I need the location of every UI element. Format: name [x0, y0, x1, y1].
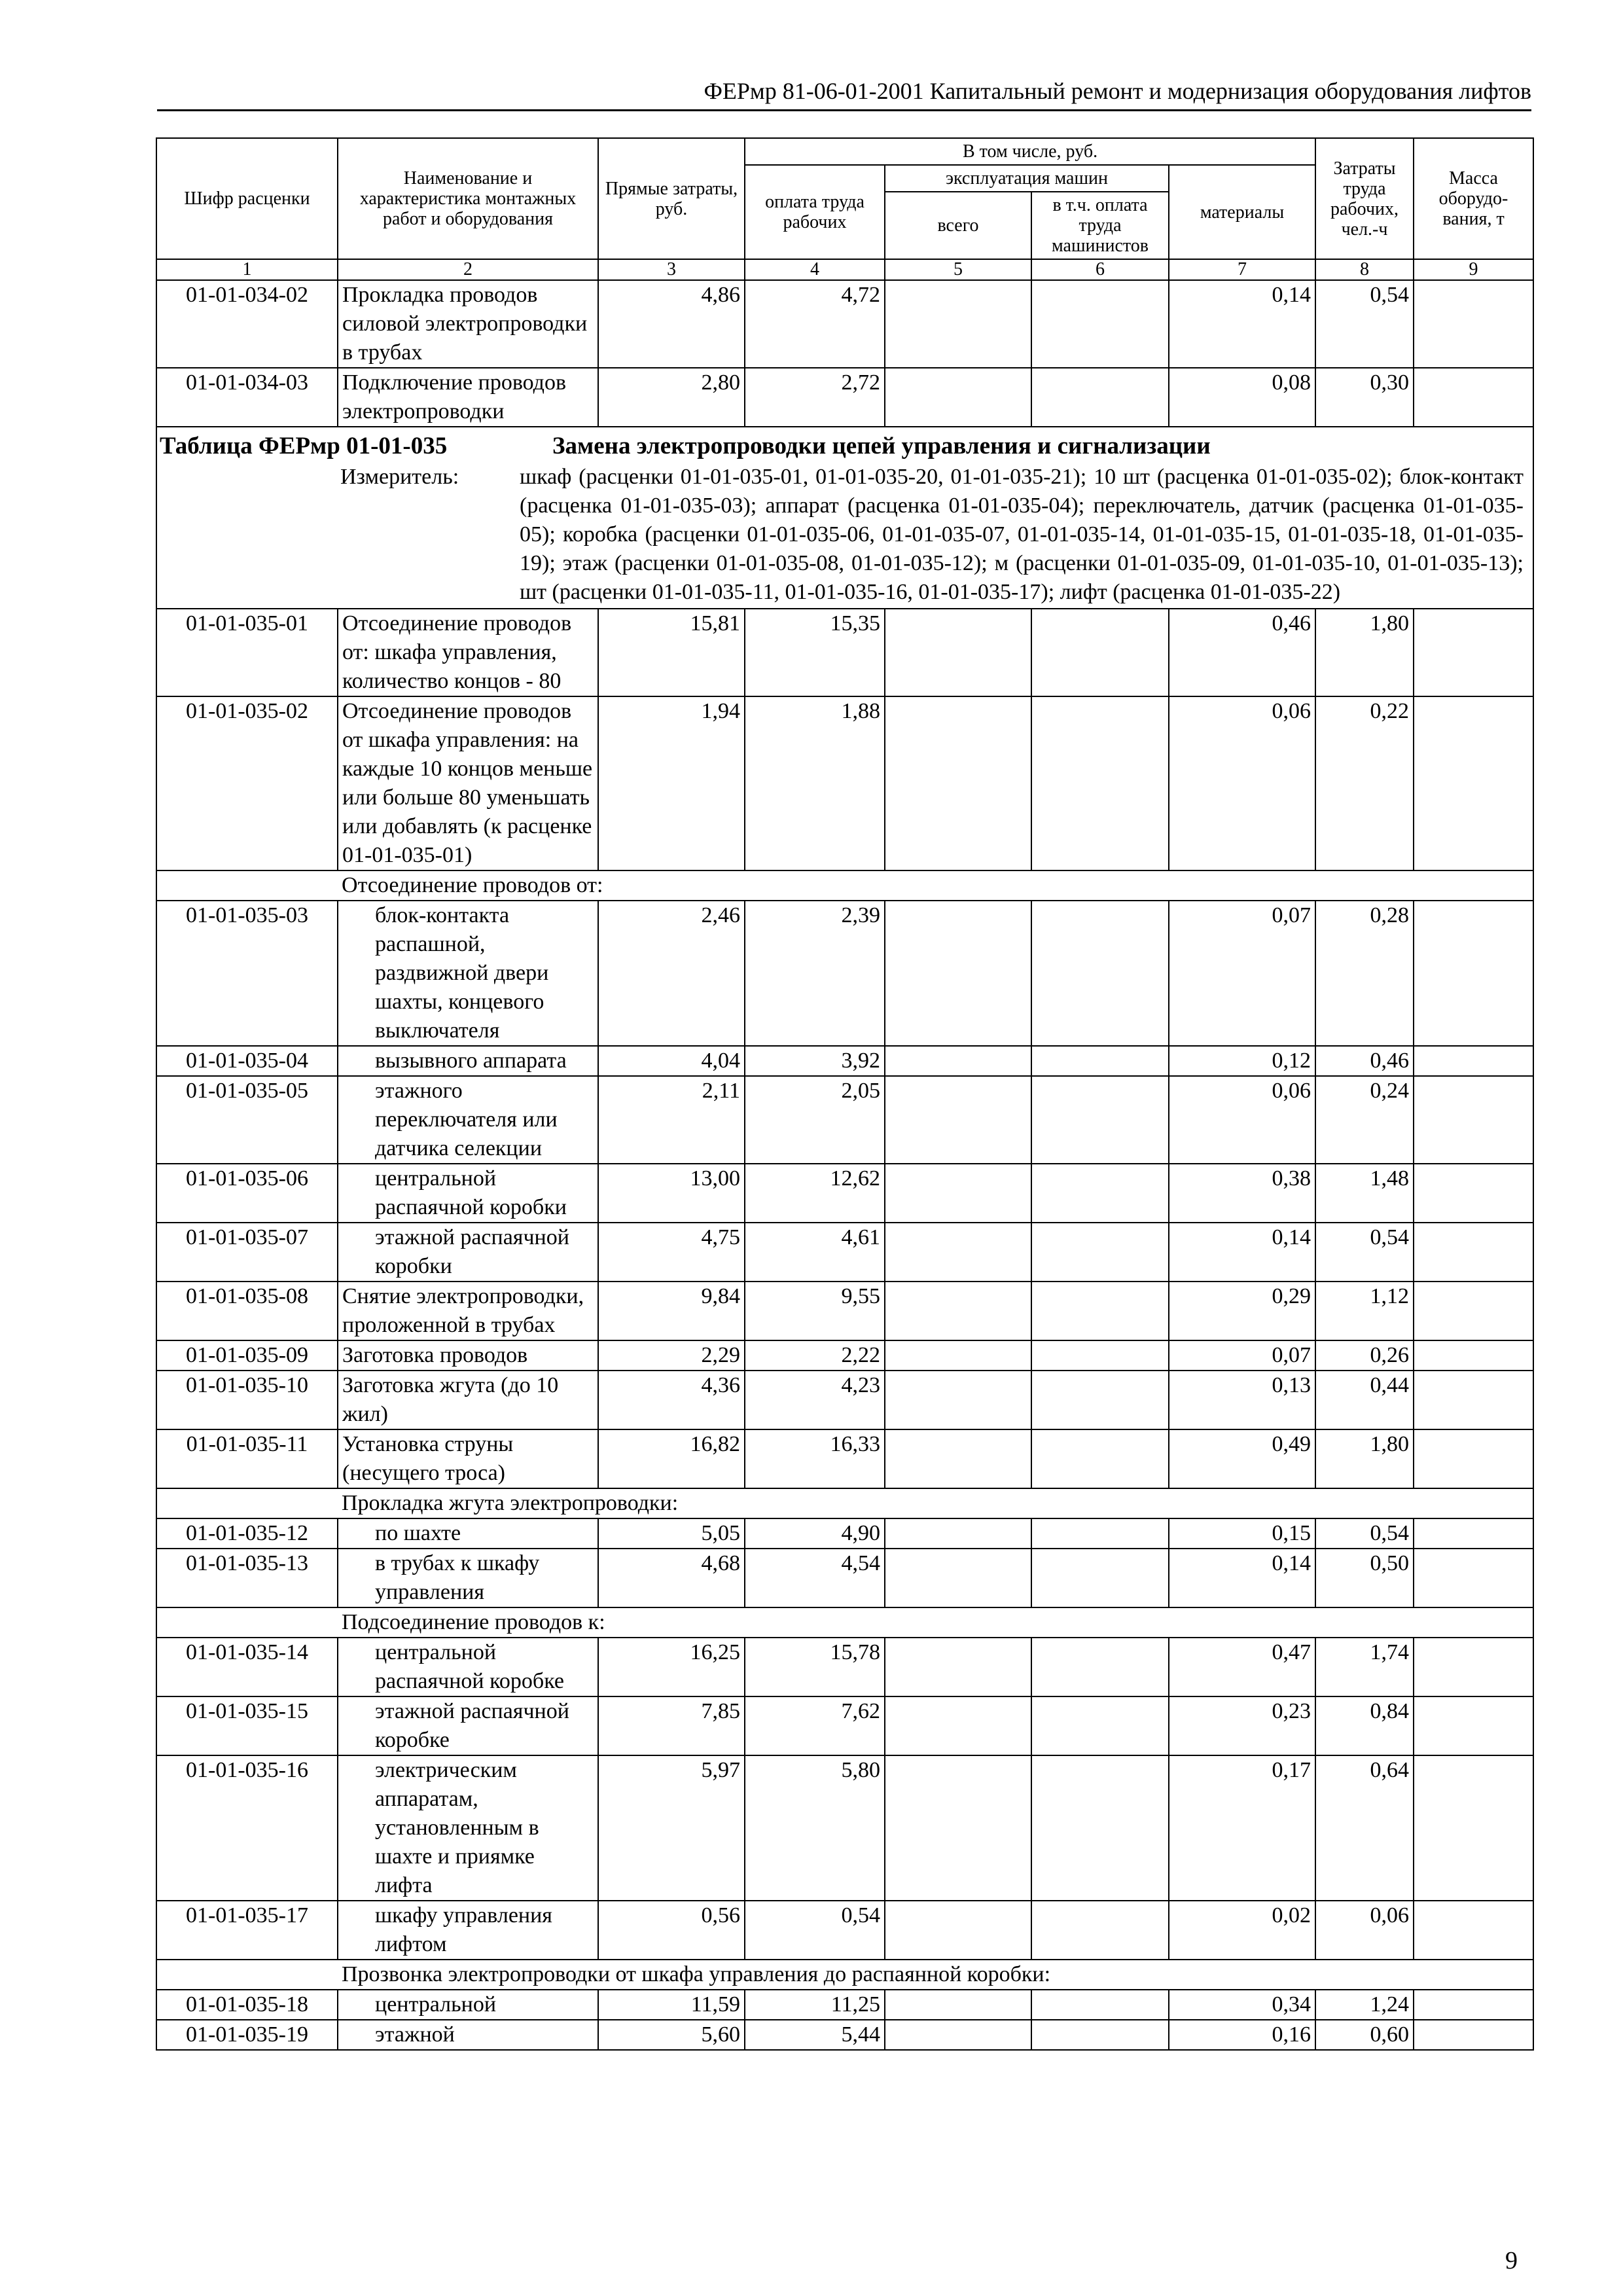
header-rule — [157, 109, 1531, 111]
cell-wages: 5,44 — [745, 2020, 885, 2050]
cell-name: Снятие электропроводки, проложенной в трубах — [338, 1282, 598, 1340]
cell-mach-wages — [1031, 1076, 1169, 1164]
cell-mach-total — [885, 1046, 1031, 1076]
rows-a — [156, 609, 1533, 870]
cell-name: в трубах к шкафу управления — [338, 1549, 598, 1607]
cell-mass — [1414, 1990, 1533, 2020]
cell-materials: 0,08 — [1169, 368, 1315, 427]
cell-code: 01-01-035-13 — [156, 1549, 338, 1607]
table-row — [156, 1046, 1533, 1076]
cell-wages: 15,35 — [745, 609, 885, 696]
cell-wages: 7,62 — [745, 1696, 885, 1755]
table-row — [156, 1638, 1533, 1696]
cell-mass — [1414, 609, 1533, 696]
cell-mass — [1414, 1429, 1533, 1488]
cell-mach-total — [885, 1282, 1031, 1340]
cell-mass — [1414, 1340, 1533, 1371]
cell-labor: 0,46 — [1315, 1046, 1414, 1076]
col-mach-total-header: всего — [885, 192, 1031, 259]
cell-mach-wages — [1031, 1549, 1169, 1607]
cell-wages: 5,80 — [745, 1755, 885, 1901]
cell-labor: 0,24 — [1315, 1076, 1414, 1164]
table-title — [160, 431, 1530, 461]
rows-c — [156, 1282, 1533, 1488]
table-row — [156, 1164, 1533, 1223]
cell-mach-total — [885, 1696, 1031, 1755]
cell-direct: 13,00 — [598, 1164, 745, 1223]
cell-mach-total — [885, 1638, 1031, 1696]
cell-wages: 4,90 — [745, 1518, 885, 1549]
cell-wages: 3,92 — [745, 1046, 885, 1076]
cell-mach-wages — [1031, 1429, 1169, 1488]
cell-mach-wages — [1031, 280, 1169, 368]
cell-mach-total — [885, 1371, 1031, 1429]
col-number: 1 — [156, 259, 338, 280]
cell-mach-total — [885, 696, 1031, 870]
table-row — [156, 609, 1533, 696]
cell-mach-wages — [1031, 1164, 1169, 1223]
cell-materials: 0,46 — [1169, 609, 1315, 696]
cell-labor: 0,54 — [1315, 280, 1414, 368]
subheading-row — [156, 1488, 1533, 1518]
cell-labor: 1,80 — [1315, 1429, 1414, 1488]
cell-code: 01-01-035-15 — [156, 1696, 338, 1755]
subheading: Прозвонка электропроводки от шкафа управления до распаянной коробки: — [338, 1960, 1533, 1990]
col-mass-header: Масса оборудо-вания, т — [1414, 138, 1533, 259]
cell-mach-wages — [1031, 368, 1169, 427]
subheading-row — [156, 1960, 1533, 1990]
cell-mach-total — [885, 280, 1031, 368]
cell-direct: 5,60 — [598, 2020, 745, 2050]
subheading-row — [156, 870, 1533, 901]
cell-mach-wages — [1031, 1755, 1169, 1901]
cell-mach-wages — [1031, 1282, 1169, 1340]
cell-labor: 0,84 — [1315, 1696, 1414, 1755]
cell-wages: 2,22 — [745, 1340, 885, 1371]
cell-code: 01-01-035-18 — [156, 1990, 338, 2020]
table-row — [156, 280, 1533, 368]
cell-mach-total — [885, 1755, 1031, 1901]
cell-code: 01-01-035-03 — [156, 901, 338, 1046]
cell-wages: 2,39 — [745, 901, 885, 1046]
measure-label: Измеритель: — [340, 465, 459, 489]
cell-code: 01-01-035-17 — [156, 1901, 338, 1960]
cell-materials: 0,12 — [1169, 1046, 1315, 1076]
col-number: 4 — [745, 259, 885, 280]
cell-code: 01-01-035-05 — [156, 1076, 338, 1164]
table-row — [156, 901, 1533, 1046]
cell-direct: 0,56 — [598, 1901, 745, 1960]
price-table — [156, 137, 1534, 2051]
rows-b — [156, 901, 1533, 1282]
subheading: Отсоединение проводов от: — [338, 870, 1533, 901]
cell-wages: 12,62 — [745, 1164, 885, 1223]
subheading: Прокладка жгута электропроводки: — [338, 1488, 1533, 1518]
cell-direct: 15,81 — [598, 609, 745, 696]
cell-direct: 2,46 — [598, 901, 745, 1046]
cell-materials: 0,14 — [1169, 280, 1315, 368]
cell-labor: 0,26 — [1315, 1340, 1414, 1371]
cell-name: центральной — [338, 1990, 598, 2020]
column-numbers-row — [156, 259, 1533, 280]
cell-mass — [1414, 696, 1533, 870]
table-row — [156, 1282, 1533, 1340]
cell-code: 01-01-035-08 — [156, 1282, 338, 1340]
cell-mach-wages — [1031, 901, 1169, 1046]
cell-mach-total — [885, 1164, 1031, 1223]
table-row — [156, 1429, 1533, 1488]
col-number: 2 — [338, 259, 598, 280]
cell-name: центральной распаячной коробке — [338, 1638, 598, 1696]
col-incl-header: В том числе, руб. — [745, 138, 1315, 165]
col-labor-header: Затраты труда рабочих, чел.-ч — [1315, 138, 1414, 259]
cell-name: Установка струны (несущего троса) — [338, 1429, 598, 1488]
cell-labor: 0,54 — [1315, 1518, 1414, 1549]
cell-direct: 5,97 — [598, 1755, 745, 1901]
cell-materials: 0,16 — [1169, 2020, 1315, 2050]
cell-mass — [1414, 1076, 1533, 1164]
cell-name: этажного переключателя или датчика селекции — [338, 1076, 598, 1164]
cell-mass — [1414, 1901, 1533, 1960]
cell-mach-total — [885, 1901, 1031, 1960]
cell-mass — [1414, 368, 1533, 427]
cell-mass — [1414, 1371, 1533, 1429]
cell-mach-total — [885, 609, 1031, 696]
col-materials-header: материалы — [1169, 165, 1315, 259]
table-name: Замена электропроводки цепей управления и сигнализации — [552, 433, 1211, 459]
cell-name: Прокладка проводов силовой электропроводки в трубах — [338, 280, 598, 368]
rows-f — [156, 1990, 1533, 2050]
cell-code: 01-01-035-19 — [156, 2020, 338, 2050]
cell-labor: 0,60 — [1315, 2020, 1414, 2050]
rows-e — [156, 1638, 1533, 1960]
cell-code: 01-01-035-04 — [156, 1046, 338, 1076]
cell-name: Подключение проводов электропроводки — [338, 368, 598, 427]
cell-wages: 4,72 — [745, 280, 885, 368]
cell-mach-wages — [1031, 2020, 1169, 2050]
cell-mach-total — [885, 901, 1031, 1046]
cell-materials: 0,02 — [1169, 1901, 1315, 1960]
cell-code: 01-01-035-10 — [156, 1371, 338, 1429]
cell-direct: 16,25 — [598, 1638, 745, 1696]
cell-mach-total — [885, 1990, 1031, 2020]
cell-mass — [1414, 1755, 1533, 1901]
col-number: 8 — [1315, 259, 1414, 280]
cell-direct: 4,86 — [598, 280, 745, 368]
cell-direct: 4,36 — [598, 1371, 745, 1429]
cell-direct: 4,75 — [598, 1223, 745, 1282]
cell-labor: 0,06 — [1315, 1901, 1414, 1960]
cell-code: 01-01-035-09 — [156, 1340, 338, 1371]
cell-mach-wages — [1031, 1371, 1169, 1429]
rows-d — [156, 1518, 1533, 1607]
table-row — [156, 1518, 1533, 1549]
cell-mach-wages — [1031, 696, 1169, 870]
cell-labor: 0,50 — [1315, 1549, 1414, 1607]
cell-materials: 0,06 — [1169, 1076, 1315, 1164]
cell-materials: 0,14 — [1169, 1549, 1315, 1607]
table-row — [156, 2020, 1533, 2050]
cell-mass — [1414, 1638, 1533, 1696]
col-number: 7 — [1169, 259, 1315, 280]
cell-mass — [1414, 280, 1533, 368]
table-row — [156, 1076, 1533, 1164]
cell-wages: 15,78 — [745, 1638, 885, 1696]
measure-block — [160, 463, 1530, 607]
col-number: 9 — [1414, 259, 1533, 280]
col-number: 3 — [598, 259, 745, 280]
cell-mach-wages — [1031, 609, 1169, 696]
cell-code: 01-01-035-01 — [156, 609, 338, 696]
col-machines-header: эксплуатация машин — [885, 165, 1169, 192]
rows-before — [156, 280, 1533, 427]
cell-materials: 0,23 — [1169, 1696, 1315, 1755]
cell-materials: 0,07 — [1169, 1340, 1315, 1371]
cell-code: 01-01-034-02 — [156, 280, 338, 368]
table-number: Таблица ФЕРмр 01-01-035 — [160, 433, 448, 459]
cell-materials: 0,34 — [1169, 1990, 1315, 2020]
cell-labor: 1,24 — [1315, 1990, 1414, 2020]
cell-code: 01-01-035-02 — [156, 696, 338, 870]
cell-name: Заготовка проводов — [338, 1340, 598, 1371]
cell-mach-total — [885, 1518, 1031, 1549]
table-row — [156, 1223, 1533, 1282]
col-mach-wages-header: в т.ч. оплата труда машинистов — [1031, 192, 1169, 259]
cell-mass — [1414, 1696, 1533, 1755]
cell-direct: 2,11 — [598, 1076, 745, 1164]
cell-materials: 0,15 — [1169, 1518, 1315, 1549]
cell-name: по шахте — [338, 1518, 598, 1549]
cell-labor: 1,12 — [1315, 1282, 1414, 1340]
cell-labor: 1,48 — [1315, 1164, 1414, 1223]
cell-materials: 0,07 — [1169, 901, 1315, 1046]
col-number: 6 — [1031, 259, 1169, 280]
col-direct-header: Прямые затраты, руб. — [598, 138, 745, 259]
cell-mach-total — [885, 368, 1031, 427]
table-row — [156, 1371, 1533, 1429]
cell-mass — [1414, 2020, 1533, 2050]
cell-direct: 2,29 — [598, 1340, 745, 1371]
cell-mass — [1414, 1223, 1533, 1282]
table-row — [156, 1549, 1533, 1607]
cell-materials: 0,47 — [1169, 1638, 1315, 1696]
cell-labor: 0,54 — [1315, 1223, 1414, 1282]
cell-name: этажной распаячной коробке — [338, 1696, 598, 1755]
cell-mach-wages — [1031, 1223, 1169, 1282]
cell-mass — [1414, 901, 1533, 1046]
cell-mach-wages — [1031, 1638, 1169, 1696]
table-row — [156, 1696, 1533, 1755]
col-number: 5 — [885, 259, 1031, 280]
cell-mach-wages — [1031, 1518, 1169, 1549]
cell-mach-wages — [1031, 1696, 1169, 1755]
cell-code: 01-01-035-06 — [156, 1164, 338, 1223]
cell-materials: 0,49 — [1169, 1429, 1315, 1488]
cell-wages: 2,05 — [745, 1076, 885, 1164]
cell-wages: 11,25 — [745, 1990, 885, 2020]
cell-mach-wages — [1031, 1901, 1169, 1960]
col-wages-header: оплата труда рабочих — [745, 165, 885, 259]
cell-mach-total — [885, 1429, 1031, 1488]
cell-mach-wages — [1031, 1990, 1169, 2020]
cell-labor: 0,30 — [1315, 368, 1414, 427]
cell-mach-total — [885, 1549, 1031, 1607]
cell-code: 01-01-035-12 — [156, 1518, 338, 1549]
subheading-row — [156, 1607, 1533, 1638]
cell-mass — [1414, 1518, 1533, 1549]
cell-mass — [1414, 1282, 1533, 1340]
cell-direct: 1,94 — [598, 696, 745, 870]
cell-wages: 9,55 — [745, 1282, 885, 1340]
table-row — [156, 1755, 1533, 1901]
cell-name: Заготовка жгута (до 10 жил) — [338, 1371, 598, 1429]
measure-text: шкаф (расценки 01-01-035-01, 01-01-035-20, 01-01-035-21); 10 шт (расценка 01-01-035-02); блок-контакт (расценка 01-01-035-03); аппарат (расценка 01-01-035-04); переключатель, датчик (расценка 01-01-035-05); коробка (расценки 01-01-035-06, 01-01-035-07, 01-01-035-14, 01-01-035-15, 01-01-035-18, 01-01-035-19); этаж (расценки 01-01-035-08, 01-01-035-12); м (расценки 01-01-035-09, 01-01-035-10, 01-01-035-13); шт (расценки 01-01-035-11, 01-01-035-16, 01-01-035-17); лифт (расценка 01-01-035-22) — [520, 465, 1524, 604]
cell-wages: 0,54 — [745, 1901, 885, 1960]
cell-code: 01-01-035-14 — [156, 1638, 338, 1696]
cell-code: 01-01-035-11 — [156, 1429, 338, 1488]
cell-mach-wages — [1031, 1340, 1169, 1371]
cell-mach-total — [885, 1340, 1031, 1371]
cell-labor: 0,22 — [1315, 696, 1414, 870]
cell-direct: 4,68 — [598, 1549, 745, 1607]
running-header: ФЕРмр 81-06-01-2001 Капитальный ремонт и модернизация оборудования лифтов — [704, 78, 1531, 104]
cell-code: 01-01-034-03 — [156, 368, 338, 427]
cell-labor: 1,80 — [1315, 609, 1414, 696]
cell-name: центральной распаячной коробки — [338, 1164, 598, 1223]
cell-materials: 0,17 — [1169, 1755, 1315, 1901]
cell-mass — [1414, 1046, 1533, 1076]
cell-materials: 0,29 — [1169, 1282, 1315, 1340]
cell-labor: 0,44 — [1315, 1371, 1414, 1429]
table-row — [156, 1990, 1533, 2020]
col-code-header: Шифр расценки — [156, 138, 338, 259]
cell-mach-wages — [1031, 1046, 1169, 1076]
cell-mass — [1414, 1164, 1533, 1223]
cell-direct: 4,04 — [598, 1046, 745, 1076]
cell-mass — [1414, 1549, 1533, 1607]
cell-name: этажной распаячной коробки — [338, 1223, 598, 1282]
cell-materials: 0,13 — [1169, 1371, 1315, 1429]
cell-materials: 0,06 — [1169, 696, 1315, 870]
cell-labor: 0,28 — [1315, 901, 1414, 1046]
cell-name: Отсоединение проводов от шкафа управления: на каждые 10 концов меньше или больше 80 уменьшать или добавлять (к расценке 01-01-035-01) — [338, 696, 598, 870]
cell-name: шкафу управления лифтом — [338, 1901, 598, 1960]
cell-mach-total — [885, 2020, 1031, 2050]
cell-wages: 2,72 — [745, 368, 885, 427]
cell-wages: 4,54 — [745, 1549, 885, 1607]
table-row — [156, 1340, 1533, 1371]
cell-name: вызывного аппарата — [338, 1046, 598, 1076]
cell-name: этажной — [338, 2020, 598, 2050]
subheading: Подсоединение проводов к: — [338, 1607, 1533, 1638]
cell-materials: 0,38 — [1169, 1164, 1315, 1223]
cell-mach-total — [885, 1076, 1031, 1164]
cell-direct: 2,80 — [598, 368, 745, 427]
cell-code: 01-01-035-16 — [156, 1755, 338, 1901]
table-row — [156, 696, 1533, 870]
table-title-row — [156, 427, 1533, 609]
col-name-header: Наименование и характеристика монтажных работ и оборудования — [338, 138, 598, 259]
table-row — [156, 1901, 1533, 1960]
cell-mach-total — [885, 1223, 1031, 1282]
cell-direct: 9,84 — [598, 1282, 745, 1340]
cell-materials: 0,14 — [1169, 1223, 1315, 1282]
cell-direct: 7,85 — [598, 1696, 745, 1755]
cell-wages: 16,33 — [745, 1429, 885, 1488]
cell-labor: 0,64 — [1315, 1755, 1414, 1901]
cell-wages: 1,88 — [745, 696, 885, 870]
cell-code: 01-01-035-07 — [156, 1223, 338, 1282]
cell-name: электрическим аппаратам, установленным в шахте и приямке лифта — [338, 1755, 598, 1901]
cell-name: блок-контакта распашной, раздвижной двери шахты, концевого выключателя — [338, 901, 598, 1046]
page-number: 9 — [1505, 2247, 1518, 2274]
table-row — [156, 368, 1533, 427]
cell-direct: 11,59 — [598, 1990, 745, 2020]
cell-direct: 5,05 — [598, 1518, 745, 1549]
cell-direct: 16,82 — [598, 1429, 745, 1488]
cell-name: Отсоединение проводов от: шкафа управления, количество концов - 80 — [338, 609, 598, 696]
cell-wages: 4,61 — [745, 1223, 885, 1282]
cell-labor: 1,74 — [1315, 1638, 1414, 1696]
cell-wages: 4,23 — [745, 1371, 885, 1429]
